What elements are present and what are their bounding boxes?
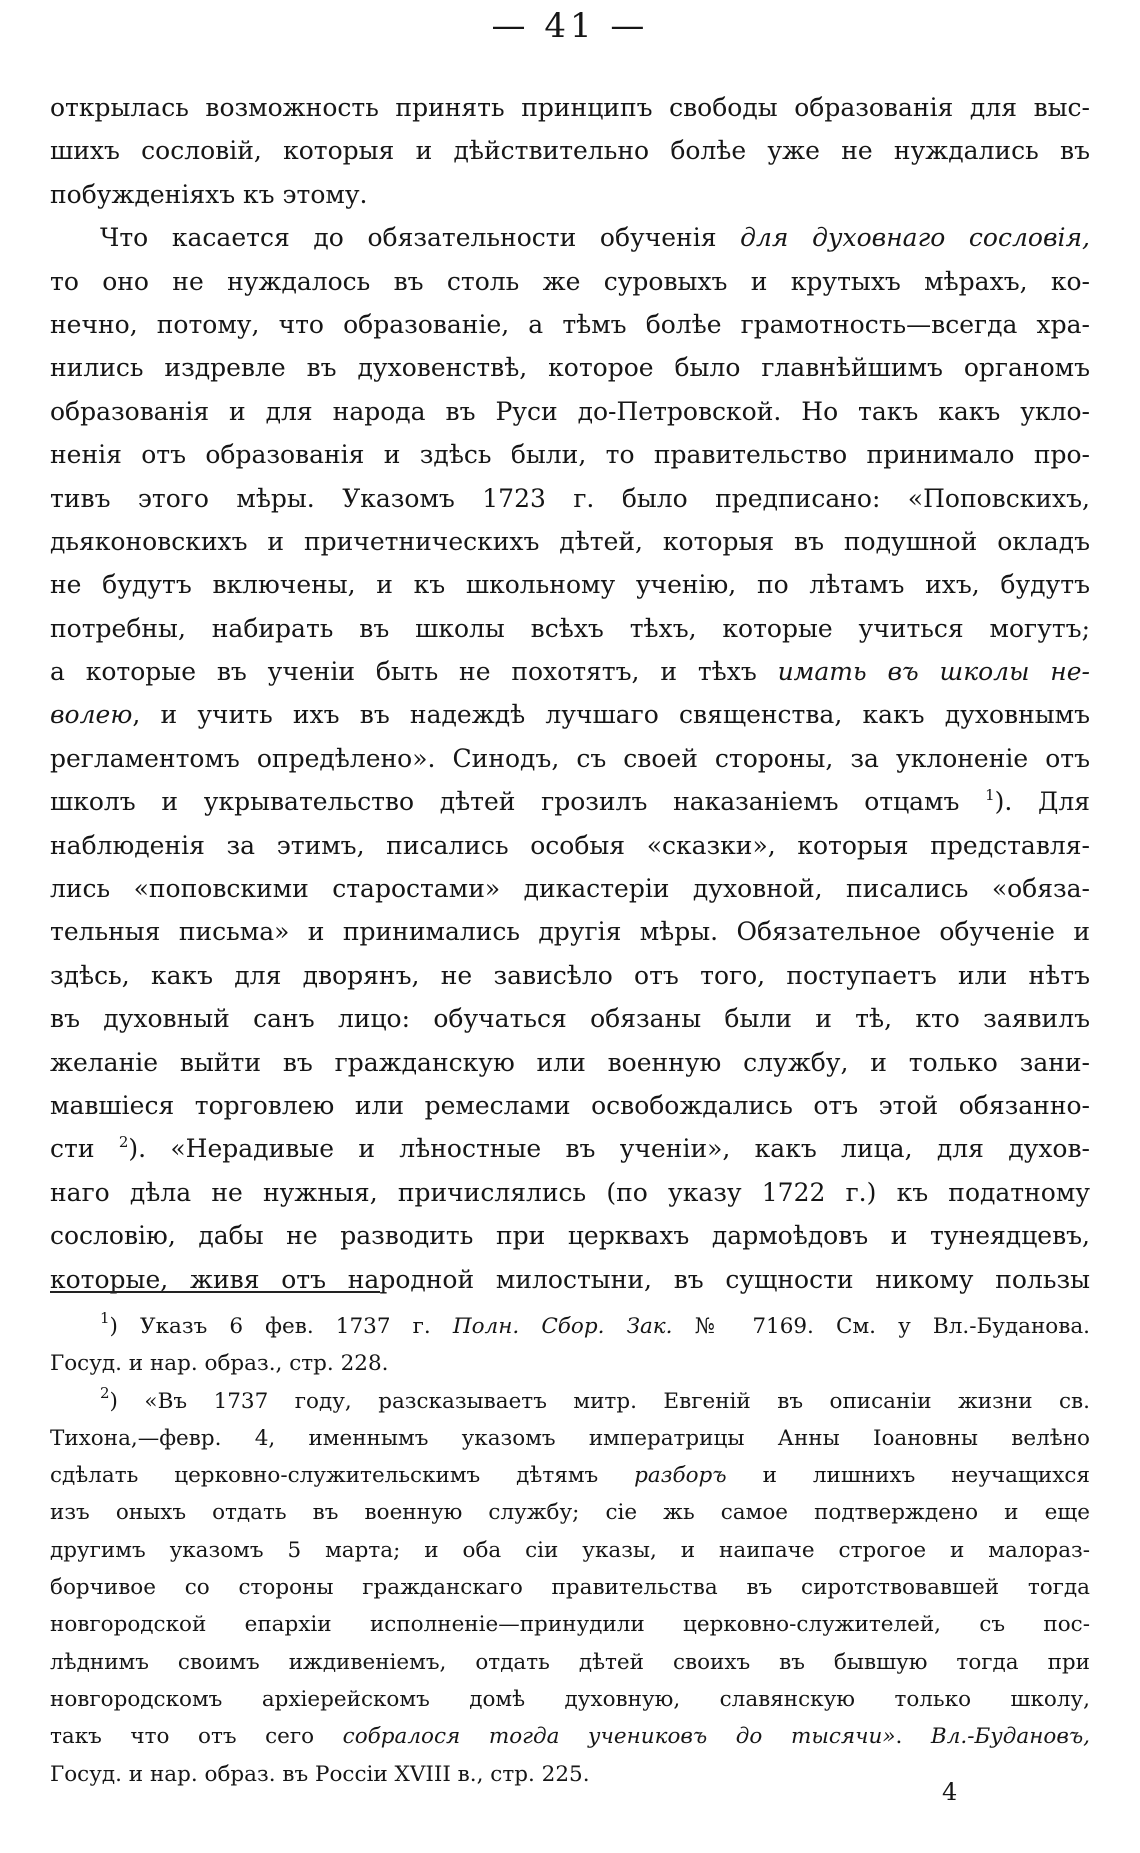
text-line: желаніе выйти въ гражданскую или военную службу, и только зани- <box>50 1047 1090 1077</box>
text-line: не будутъ включены, и къ школьному ученію, по лѣтамъ ихъ, будутъ <box>50 570 1090 600</box>
italic-phrase: собралося тогда учениковъ до тысячи» <box>342 1724 896 1750</box>
text-fragment: № 7169. См. у Вл.-Буданова. <box>672 1314 1090 1339</box>
text-fragment: . <box>895 1724 931 1750</box>
text-fragment: школъ и укрывательство дѣтей грозилъ наказаніемъ отцамъ <box>50 787 986 817</box>
page-number: — 41 — <box>491 6 649 46</box>
text-fragment: сти <box>50 1134 119 1164</box>
footnote-line: изъ оныхъ отдать въ военную службу; сіе жь самое подтверждено и еще <box>50 1500 1090 1526</box>
text-line: дьяконовскихъ и причетническихъ дѣтей, которыя въ подушной окладъ <box>50 526 1090 556</box>
text-fragment: , и учить ихъ въ надеждѣ лучшаго священства, какъ духовнымъ <box>132 700 1090 730</box>
footnote-divider <box>50 1291 380 1293</box>
footnote-ref-1[interactable]: 1 <box>985 786 995 805</box>
text-fragment: и лишнихъ неучащихся <box>726 1463 1090 1489</box>
footnote-line: Госуд. и нар. образ. въ Россіи XVIII в., стр. 225. <box>50 1761 590 1787</box>
footnote-line: новгородскомъ архіерейскомъ домѣ духовную, славянскую только школу, <box>50 1686 1090 1712</box>
italic-phrase: для духовнаго сословія, <box>740 223 1090 253</box>
text-line: то оно не нуждалось въ столь же суровыхъ и крутыхъ мѣрахъ, ко- <box>50 266 1090 296</box>
text-line <box>50 216 1090 259</box>
italic-phrase: Вл.-Будановъ, <box>930 1724 1090 1750</box>
text-fragment: ) Указъ 6 фев. 1737 г. <box>109 1314 453 1339</box>
text-line: здѣсь, какъ для дворянъ, не зависѣло отъ того, поступаетъ или нѣтъ <box>50 960 1090 990</box>
text-line: наблюденія за этимъ, писались особыя «сказки», которыя представля- <box>50 830 1090 860</box>
text-line <box>50 650 1090 693</box>
text-line: тивъ этого мѣры. Указомъ 1723 г. было предписано: «Поповскихъ, <box>50 483 1090 513</box>
footnote-ref-2[interactable]: 2 <box>118 1133 129 1152</box>
signature-mark: 4 <box>942 1778 958 1806</box>
text-line: въ духовный санъ лицо: обучаться обязаны были и тѣ, кто заявилъ <box>50 1004 1090 1034</box>
footnote-line <box>50 1457 1090 1494</box>
footnote-line: Тихона,—февр. 4, именнымъ указомъ императрицы Анны Іоановны велѣно <box>50 1425 1090 1451</box>
footnote-line: лѣднимъ своимъ иждивеніемъ, отдать дѣтей своихъ въ бывшую тогда при <box>50 1649 1090 1675</box>
footnote-line: Госуд. и нар. образ., стр. 228. <box>50 1351 389 1377</box>
text-fragment: такъ что отъ сего <box>50 1724 343 1750</box>
text-line: сословію, дабы не разводить при церквахъ дармоѣдовъ и тунеядцевъ, <box>50 1221 1090 1251</box>
text-line <box>50 780 1090 823</box>
text-fragment: Что касается до обязательности обученія <box>100 223 741 253</box>
text-fragment: а которые въ ученіи быть не похотятъ, и тѣхъ <box>50 657 778 687</box>
text-line: мавшіеся торговлею или ремеслами освобождались отъ этой обязанно- <box>50 1090 1090 1120</box>
footnote-line: новгородской епархіи исполненіе—принудили церковно-служителей, съ пос- <box>50 1612 1090 1638</box>
italic-phrase: разборъ <box>634 1463 727 1489</box>
text-line: ненія отъ образованія и здѣсь были, то правительство принимало про- <box>50 440 1090 470</box>
text-line: образованія и для народа въ Руси до-Петровской. Но такъ какъ укло- <box>50 396 1090 426</box>
footnote-line: борчивое со стороны гражданскаго правительства въ сиротствовавшей тогда <box>50 1575 1090 1601</box>
text-line: побужденіяхъ къ этому. <box>50 179 368 209</box>
footnotes <box>50 1308 1090 1793</box>
text-fragment: сдѣлать церковно-служительскимъ дѣтямъ <box>50 1463 635 1489</box>
footnote-line <box>50 1383 1090 1420</box>
italic-phrase: имать въ школы не- <box>777 657 1090 687</box>
text-line: которые, живя отъ народной милостыни, въ сущности никому пользы <box>50 1264 1090 1294</box>
text-fragment: ) «Въ 1737 году, разсказываетъ митр. Евгеній въ описаніи жизни св. <box>109 1388 1090 1414</box>
text-line: тельныя письма» и принимались другія мѣры. Обязательное обученіе и <box>50 917 1090 947</box>
text-line: нились издревле въ духовенствѣ, которое было главнѣйшимъ органомъ <box>50 353 1090 383</box>
footnote-marker-1: 1 <box>100 1309 110 1327</box>
text-line: лись «поповскими старостами» дикастеріи духовной, писались «обяза- <box>50 874 1090 904</box>
text-fragment: ). Для <box>994 787 1091 817</box>
text-line: наго дѣла не нужныя, причислялись (по указу 1722 г.) къ податному <box>50 1177 1090 1207</box>
text-line: регламентомъ опредѣлено». Синодъ, съ своей стороны, за уклоненіе отъ <box>50 743 1090 773</box>
italic-phrase: волею <box>50 700 133 730</box>
footnote-line <box>50 1308 1090 1345</box>
text-line: открылась возможность принять принципъ свободы образованія для выс- <box>50 93 1090 122</box>
footnote-marker-2: 2 <box>100 1383 110 1402</box>
italic-phrase: Полн. Сбор. Зак. <box>452 1314 673 1339</box>
main-text <box>50 86 1090 1301</box>
text-line <box>50 693 1090 736</box>
footnote-line <box>50 1718 1090 1755</box>
text-line: шихъ сословій, которыя и дѣйствительно болѣе уже не нуждались въ <box>50 136 1090 166</box>
text-line <box>50 1127 1090 1170</box>
text-line: потребны, набирать въ школы всѣхъ тѣхъ, которые учиться могутъ; <box>50 613 1090 643</box>
text-line: нечно, потому, что образованіе, а тѣмъ болѣе грамотность—всегда хра- <box>50 309 1090 339</box>
text-fragment: ). «Нерадивые и лѣностные въ ученіи», какъ лица, для духов- <box>128 1134 1090 1164</box>
footnote-line: другимъ указомъ 5 марта; и оба сіи указы, и наипаче строгое и малораз- <box>50 1537 1090 1563</box>
